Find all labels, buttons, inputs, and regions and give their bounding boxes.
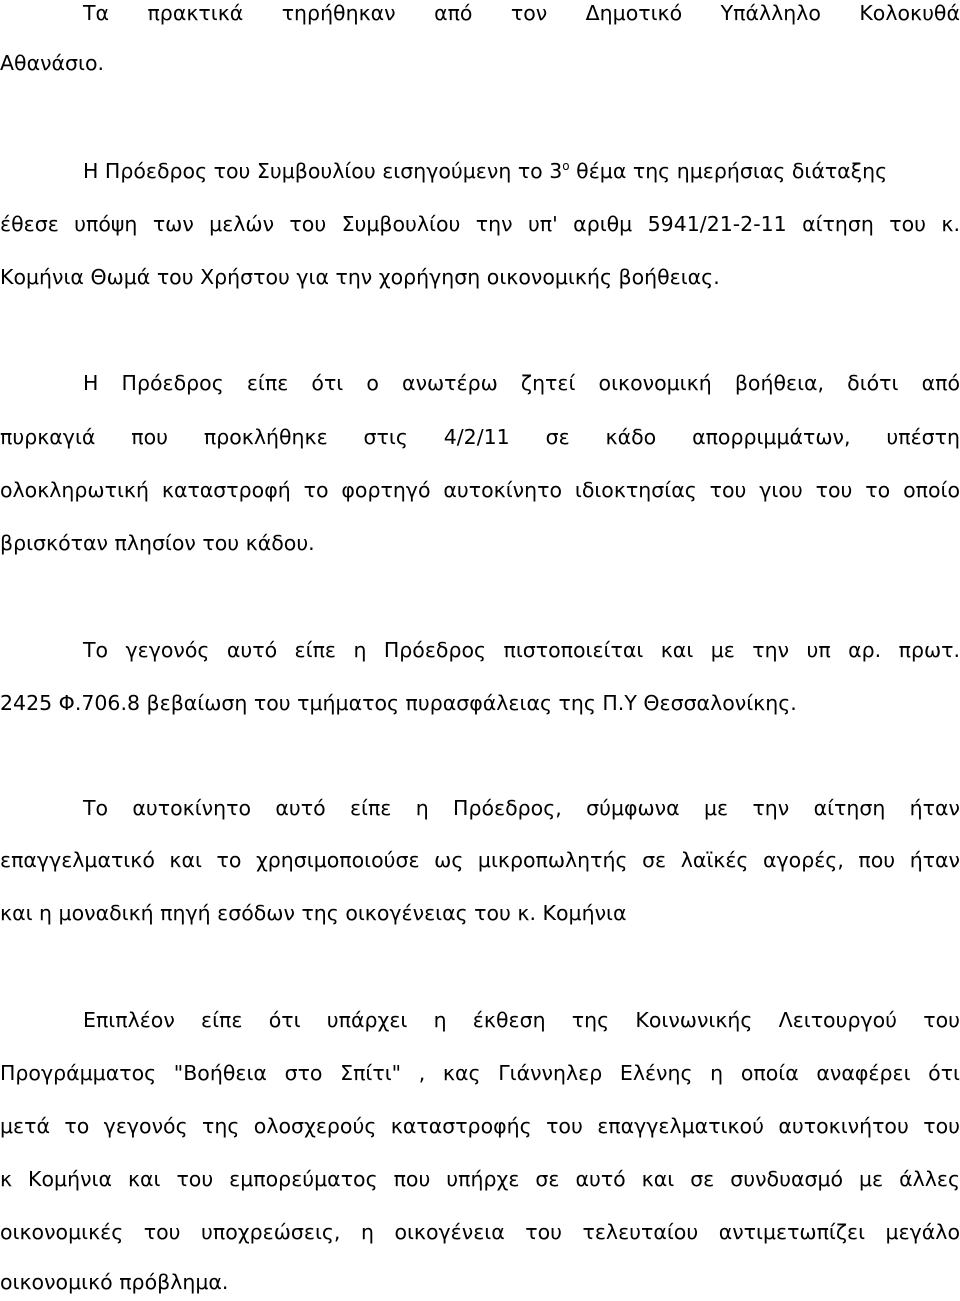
paragraph-5-line-1: Το αυτοκίνητο αυτό είπε η Πρόεδρος, σύμφωνα με την αίτηση ήταν <box>83 796 960 820</box>
paragraph-2-line-2: έθεσε υπόψη των μελών του Συμβουλίου την υπ' αριθμ 5941/21-2-11 αίτηση του κ. <box>0 212 960 236</box>
paragraph-3-line-1: Η Πρόεδρος είπε ότι ο ανωτέρω ζητεί οικονομική βοήθεια, διότι από <box>83 371 960 395</box>
paragraph-2-line-1-part-a: Η Πρόεδρος του Συμβουλίου εισηγούμενη το 3 <box>83 159 563 183</box>
paragraph-6-line-3: μετά το γεγονός της ολοσχερούς καταστροφής του επαγγελματικού αυτοκινήτου του <box>0 1114 960 1138</box>
paragraph-1-line-1: Τα πρακτικά τηρήθηκαν από τον Δημοτικό Υπάλληλο Κολοκυθά <box>83 1 960 25</box>
paragraph-5-line-3: και η μοναδική πηγή εσόδων της οικογένειας του κ. Κομήνια <box>0 901 627 925</box>
paragraph-6-line-5: οικονομικές του υποχρεώσεις, η οικογένεια του τελευταίου αντιμετωπίζει μεγάλο <box>0 1220 960 1244</box>
paragraph-6-line-1: Επιπλέον είπε ότι υπάρχει η έκθεση της Κοινωνικής Λειτουργού του <box>83 1008 960 1032</box>
paragraph-6-line-4: κ Κομήνια και του εμπορεύματος που υπήρχε σε αυτό και σε συνδυασμό με άλλες <box>0 1167 960 1191</box>
paragraph-3-line-2: πυρκαγιά που προκλήθηκε στις 4/2/11 σε κάδο απορριμμάτων, υπέστη <box>0 425 960 449</box>
paragraph-2-line-3: Κομήνια Θωμά του Χρήστου για την χορήγηση οικονομικής βοήθειας. <box>0 265 720 289</box>
paragraph-3-line-3: ολοκληρωτική καταστροφή το φορτηγό αυτοκίνητο ιδιοκτησίας του γιου του το οποίο <box>0 478 960 502</box>
paragraph-6-line-2: Προγράμματος "Βοήθεια στο Σπίτι" , κας Γιάννηλερ Ελένης η οποία αναφέρει ότι <box>0 1061 960 1085</box>
paragraph-3-line-4: βρισκόταν πλησίον του κάδου. <box>0 531 315 555</box>
paragraph-2-line-1 <box>83 154 960 188</box>
paragraph-5-line-2: επαγγελματικό και το χρησιμοποιούσε ως μικροπωλητής σε λαϊκές αγορές, που ήταν <box>0 848 960 872</box>
ordinal-superscript: ο <box>562 159 570 174</box>
paragraph-2-line-1-part-b: θέμα της ημερήσιας διάταξης <box>569 159 888 183</box>
paragraph-4-line-2: 2425 Φ.706.8 βεβαίωση του τμήματος πυρασφάλειας της Π.Υ Θεσσαλονίκης. <box>0 691 797 715</box>
paragraph-4-line-1: Το γεγονός αυτό είπε η Πρόεδρος πιστοποιείται και με την υπ αρ. πρωτ. <box>83 638 960 662</box>
paragraph-1-line-2: Αθανάσιο. <box>0 51 105 75</box>
paragraph-6-line-6: οικονομικό πρόβλημα. <box>0 1270 229 1294</box>
